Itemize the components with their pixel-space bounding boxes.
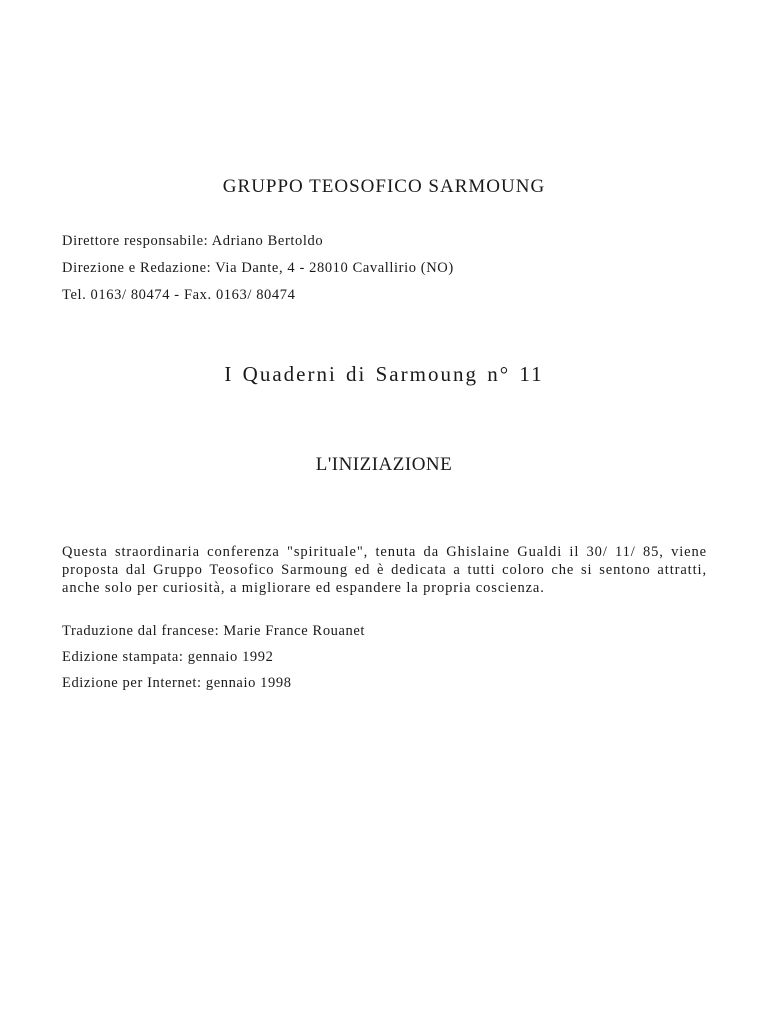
translation-credit: Traduzione dal francese: Marie France Rouanet	[62, 623, 366, 639]
editorial-office-line: Direzione e Redazione: Via Dante, 4 - 28010 Cavallirio (NO)	[62, 260, 454, 276]
credits	[62, 621, 712, 699]
print-edition-line: Edizione stampata: gennaio 1992	[62, 649, 274, 665]
organization-title: GRUPPO TEOSOFICO SARMOUNG	[222, 176, 546, 197]
series-title: I Quaderni di Sarmoung n° 11	[224, 362, 544, 386]
internet-edition-line: Edizione per Internet: gennaio 1998	[62, 675, 292, 691]
intro-paragraph: Questa straordinaria conferenza "spirituale", tenuta da Ghislaine Gualdi il 30/ 11/ 85, viene proposta dal Gruppo Teosofico Sarmoung ed è dedicata a tutti coloro che si sentono attratti, anche solo per curiosità, a migliorare ed espandere la propria coscienza.	[62, 544, 707, 596]
director-line: Direttore responsabile: Adriano Bertoldo	[62, 233, 324, 249]
masthead	[62, 231, 712, 312]
contacts-line: Tel. 0163/ 80474 - Fax. 0163/ 80474	[62, 287, 296, 303]
document-title: L'INIZIAZIONE	[315, 454, 453, 475]
